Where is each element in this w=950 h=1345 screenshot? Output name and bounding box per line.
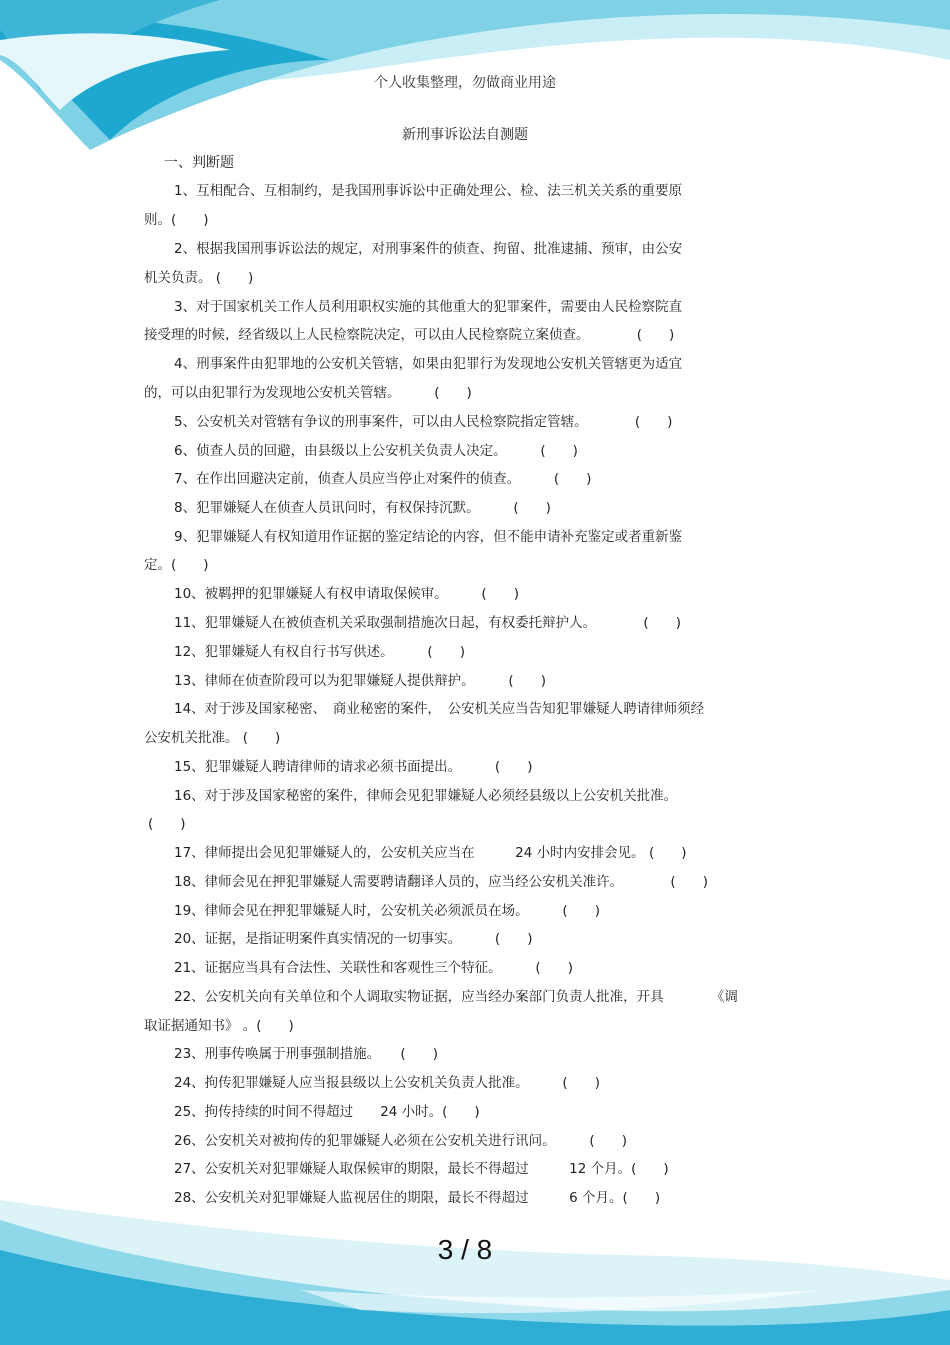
question-line: 则。( ) [144,212,209,228]
question-line: 25、拘传持续的时间不得超过 24 小时。( ) [174,1104,480,1120]
question-line: 公安机关批准。 ( ) [144,730,281,746]
question-line: 接受理的时候，经省级以上人民检察院决定，可以由人民检察院立案侦查。 ( ) [144,327,675,343]
question-line: 4、刑事案件由犯罪地的公安机关管辖，如果由犯罪行为发现地公安机关管辖更为适宜 [174,356,683,372]
question-line: 20、证据，是指证明案件真实情况的一切事实。 ( ) [174,931,533,947]
question-line: 26、公安机关对被拘传的犯罪嫌疑人必须在公安机关进行讯问。 ( ) [174,1133,627,1149]
question-line: 8、犯罪嫌疑人在侦查人员讯问时，有权保持沉默。 ( ) [174,500,551,516]
question-line: 机关负责。 ( ) [144,270,254,286]
question-line: 12、犯罪嫌疑人有权自行书写供述。 ( ) [174,644,465,660]
question-line: 取证据通知书》 。( ) [144,1018,294,1034]
question-line: 1、互相配合、互相制约，是我国刑事诉讼中正确处理公、检、法三机关关系的重要原 [174,183,683,199]
question-line: 2、根据我国刑事诉讼法的规定，对刑事案件的侦查、拘留、批准逮捕、预审，由公安 [174,241,683,257]
question-line: 18、律师会见在押犯罪嫌疑人需要聘请翻译人员的，应当经公安机关准许。 ( ) [174,874,708,890]
question-line: 7、在作出回避决定前，侦查人员应当停止对案件的侦查。 ( ) [174,471,592,487]
question-line: 10、被羁押的犯罪嫌疑人有权申请取保候审。 ( ) [174,586,519,602]
question-line: 14、对于涉及国家秘密、 商业秘密的案件， 公安机关应当告知犯罪嫌疑人聘请律师须经 [174,701,705,717]
page-title: 新刑事诉讼法自测题 [402,127,528,143]
question-line: 16、对于涉及国家秘密的案件，律师会见犯罪嫌疑人必须经县级以上公安机关批准。 [174,788,678,804]
section-heading: 一、判断题 [164,155,234,171]
question-line: 3、对于国家机关工作人员利用职权实施的其他重大的犯罪案件，需要由人民检察院直 [174,299,683,315]
question-line: 13、律师在侦查阶段可以为犯罪嫌疑人提供辩护。 ( ) [174,673,546,689]
question-line: 5、公安机关对管辖有争议的刑事案件，可以由人民检察院指定管辖。 ( ) [174,414,673,430]
question-line: 28、公安机关对犯罪嫌疑人监视居住的期限，最长不得超过 6 个月。( ) [174,1190,661,1206]
question-line: 21、证据应当具有合法性、关联性和客观性三个特征。 ( ) [174,960,573,976]
question-line: 19、律师会见在押犯罪嫌疑人时，公安机关必须派员在场。 ( ) [174,903,600,919]
question-line: 15、犯罪嫌疑人聘请律师的请求必须书面提出。 ( ) [174,759,533,775]
page-number: 3 / 8 [437,1234,493,1265]
question-line: 6、侦查人员的回避，由县级以上公安机关负责人决定。 ( ) [174,443,578,459]
question-line: 23、刑事传唤属于刑事强制措施。 ( ) [174,1046,438,1062]
question-line: 11、犯罪嫌疑人在被侦查机关采取强制措施次日起，有权委托辩护人。 ( ) [174,615,681,631]
question-line: ( ) [148,816,186,832]
question-line: 27、公安机关对犯罪嫌疑人取保候审的期限，最长不得超过 12 个月。( ) [174,1161,669,1177]
question-line: 17、律师提出会见犯罪嫌疑人的，公安机关应当在 24 小时内安排会见。 ( ) [174,845,687,861]
question-line: 22、公安机关向有关单位和个人调取实物证据，应当经办案部门负责人批准，开具 《调 [174,989,738,1005]
question-line: 的，可以由犯罪行为发现地公安机关管辖。 ( ) [144,385,472,401]
question-line: 9、犯罪嫌疑人有权知道用作证据的鉴定结论的内容，但不能申请补充鉴定或者重新鉴 [174,529,683,545]
watermark-text: 个人收集整理，勿做商业用途 [374,75,556,91]
question-line: 24、拘传犯罪嫌疑人应当报县级以上公安机关负责人批准。 ( ) [174,1075,600,1091]
question-line: 定。( ) [144,557,209,573]
